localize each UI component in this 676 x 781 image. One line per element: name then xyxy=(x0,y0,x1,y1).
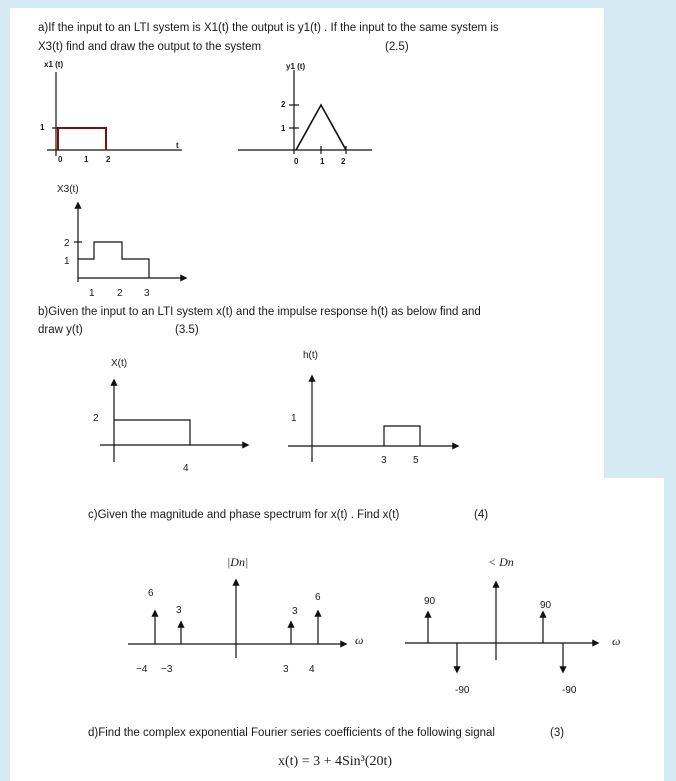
part-a-question-line1: a)If the input to an LTI system is X1(t) the output is y1(t) . If the input to the same system is xyxy=(38,22,499,34)
part-a-question-line2: X3(t) find and draw the output to the system xyxy=(38,41,262,53)
part-d-marks: (3) xyxy=(550,727,565,739)
x-amp-label: 2 xyxy=(93,413,99,424)
part-d-question: d)Find the complex exponential Fourier series coefficients of the following signal xyxy=(88,727,495,739)
x3-amp-label: 1 xyxy=(64,256,70,267)
x-axis-label: X(t) xyxy=(111,358,128,369)
part-b-marks: (3.5) xyxy=(175,324,199,336)
x1-amp-label: 1 xyxy=(40,123,45,132)
part-c-question: c)Given the magnitude and phase spectrum for x(t) . Find x(t) xyxy=(88,509,400,521)
x-plot xyxy=(100,380,248,462)
y1-tick: 2 xyxy=(341,157,346,166)
part-c-marks: (4) xyxy=(474,509,489,521)
h-plot xyxy=(288,376,458,462)
y1-plot xyxy=(238,70,372,154)
part-b-question-line1: b)Given the input to an LTI system x(t) and the impulse response h(t) as below find and xyxy=(38,306,481,318)
y1-tick: 0 xyxy=(294,157,299,166)
y1-amp-label: 2 xyxy=(281,100,286,109)
h-axis-label: h(t) xyxy=(303,350,318,361)
phase-omega-label: ω xyxy=(612,634,621,648)
magnitude-spectrum xyxy=(128,580,346,658)
x1-tick: 1 xyxy=(84,155,89,164)
x1-plot xyxy=(47,72,182,156)
phase-title: < Dn xyxy=(488,555,514,569)
x3-amp-label: 2 xyxy=(64,238,70,249)
mag-value-label: 3 xyxy=(292,606,298,617)
h-tick: 5 xyxy=(413,455,419,466)
mag-omega-label: ω xyxy=(355,633,364,647)
part-b-question-line2: draw y(t) xyxy=(38,324,83,336)
mag-tick: 4 xyxy=(309,664,315,675)
phase-spectrum xyxy=(405,582,598,672)
x3-plot xyxy=(74,203,186,282)
x1-tick: 2 xyxy=(106,155,111,164)
x1-axis-label: x1 (t) xyxy=(44,60,64,69)
x1-tick: 0 xyxy=(58,155,63,164)
part-a-marks: (2.5) xyxy=(385,41,409,53)
mag-value-label: 3 xyxy=(176,605,182,616)
x1-t-label: t xyxy=(176,141,179,150)
x3-tick: 1 xyxy=(89,288,95,299)
phase-value-label: 90 xyxy=(540,600,552,611)
phase-value-label: -90 xyxy=(562,685,577,696)
mag-tick: −3 xyxy=(161,664,173,675)
y1-axis-label: y1 (t) xyxy=(286,62,306,71)
phase-value-label: 90 xyxy=(424,596,436,607)
magnitude-title: |Dn| xyxy=(227,555,249,569)
signal-equation: x(t) = 3 + 4Sin³(20t) xyxy=(278,754,393,769)
mag-tick: −4 xyxy=(136,664,148,675)
y1-tick: 1 xyxy=(320,157,325,166)
mag-tick: 3 xyxy=(283,664,289,675)
x3-tick: 2 xyxy=(117,288,123,299)
x3-axis-label: X3(t) xyxy=(57,184,79,195)
x-tick: 4 xyxy=(183,463,189,474)
h-amp-label: 1 xyxy=(291,413,297,424)
h-tick: 3 xyxy=(381,455,387,466)
phase-value-label: -90 xyxy=(455,685,470,696)
mag-value-label: 6 xyxy=(315,592,321,603)
mag-value-label: 6 xyxy=(148,588,154,599)
y1-amp-label: 1 xyxy=(281,124,286,133)
x3-tick: 3 xyxy=(144,288,150,299)
